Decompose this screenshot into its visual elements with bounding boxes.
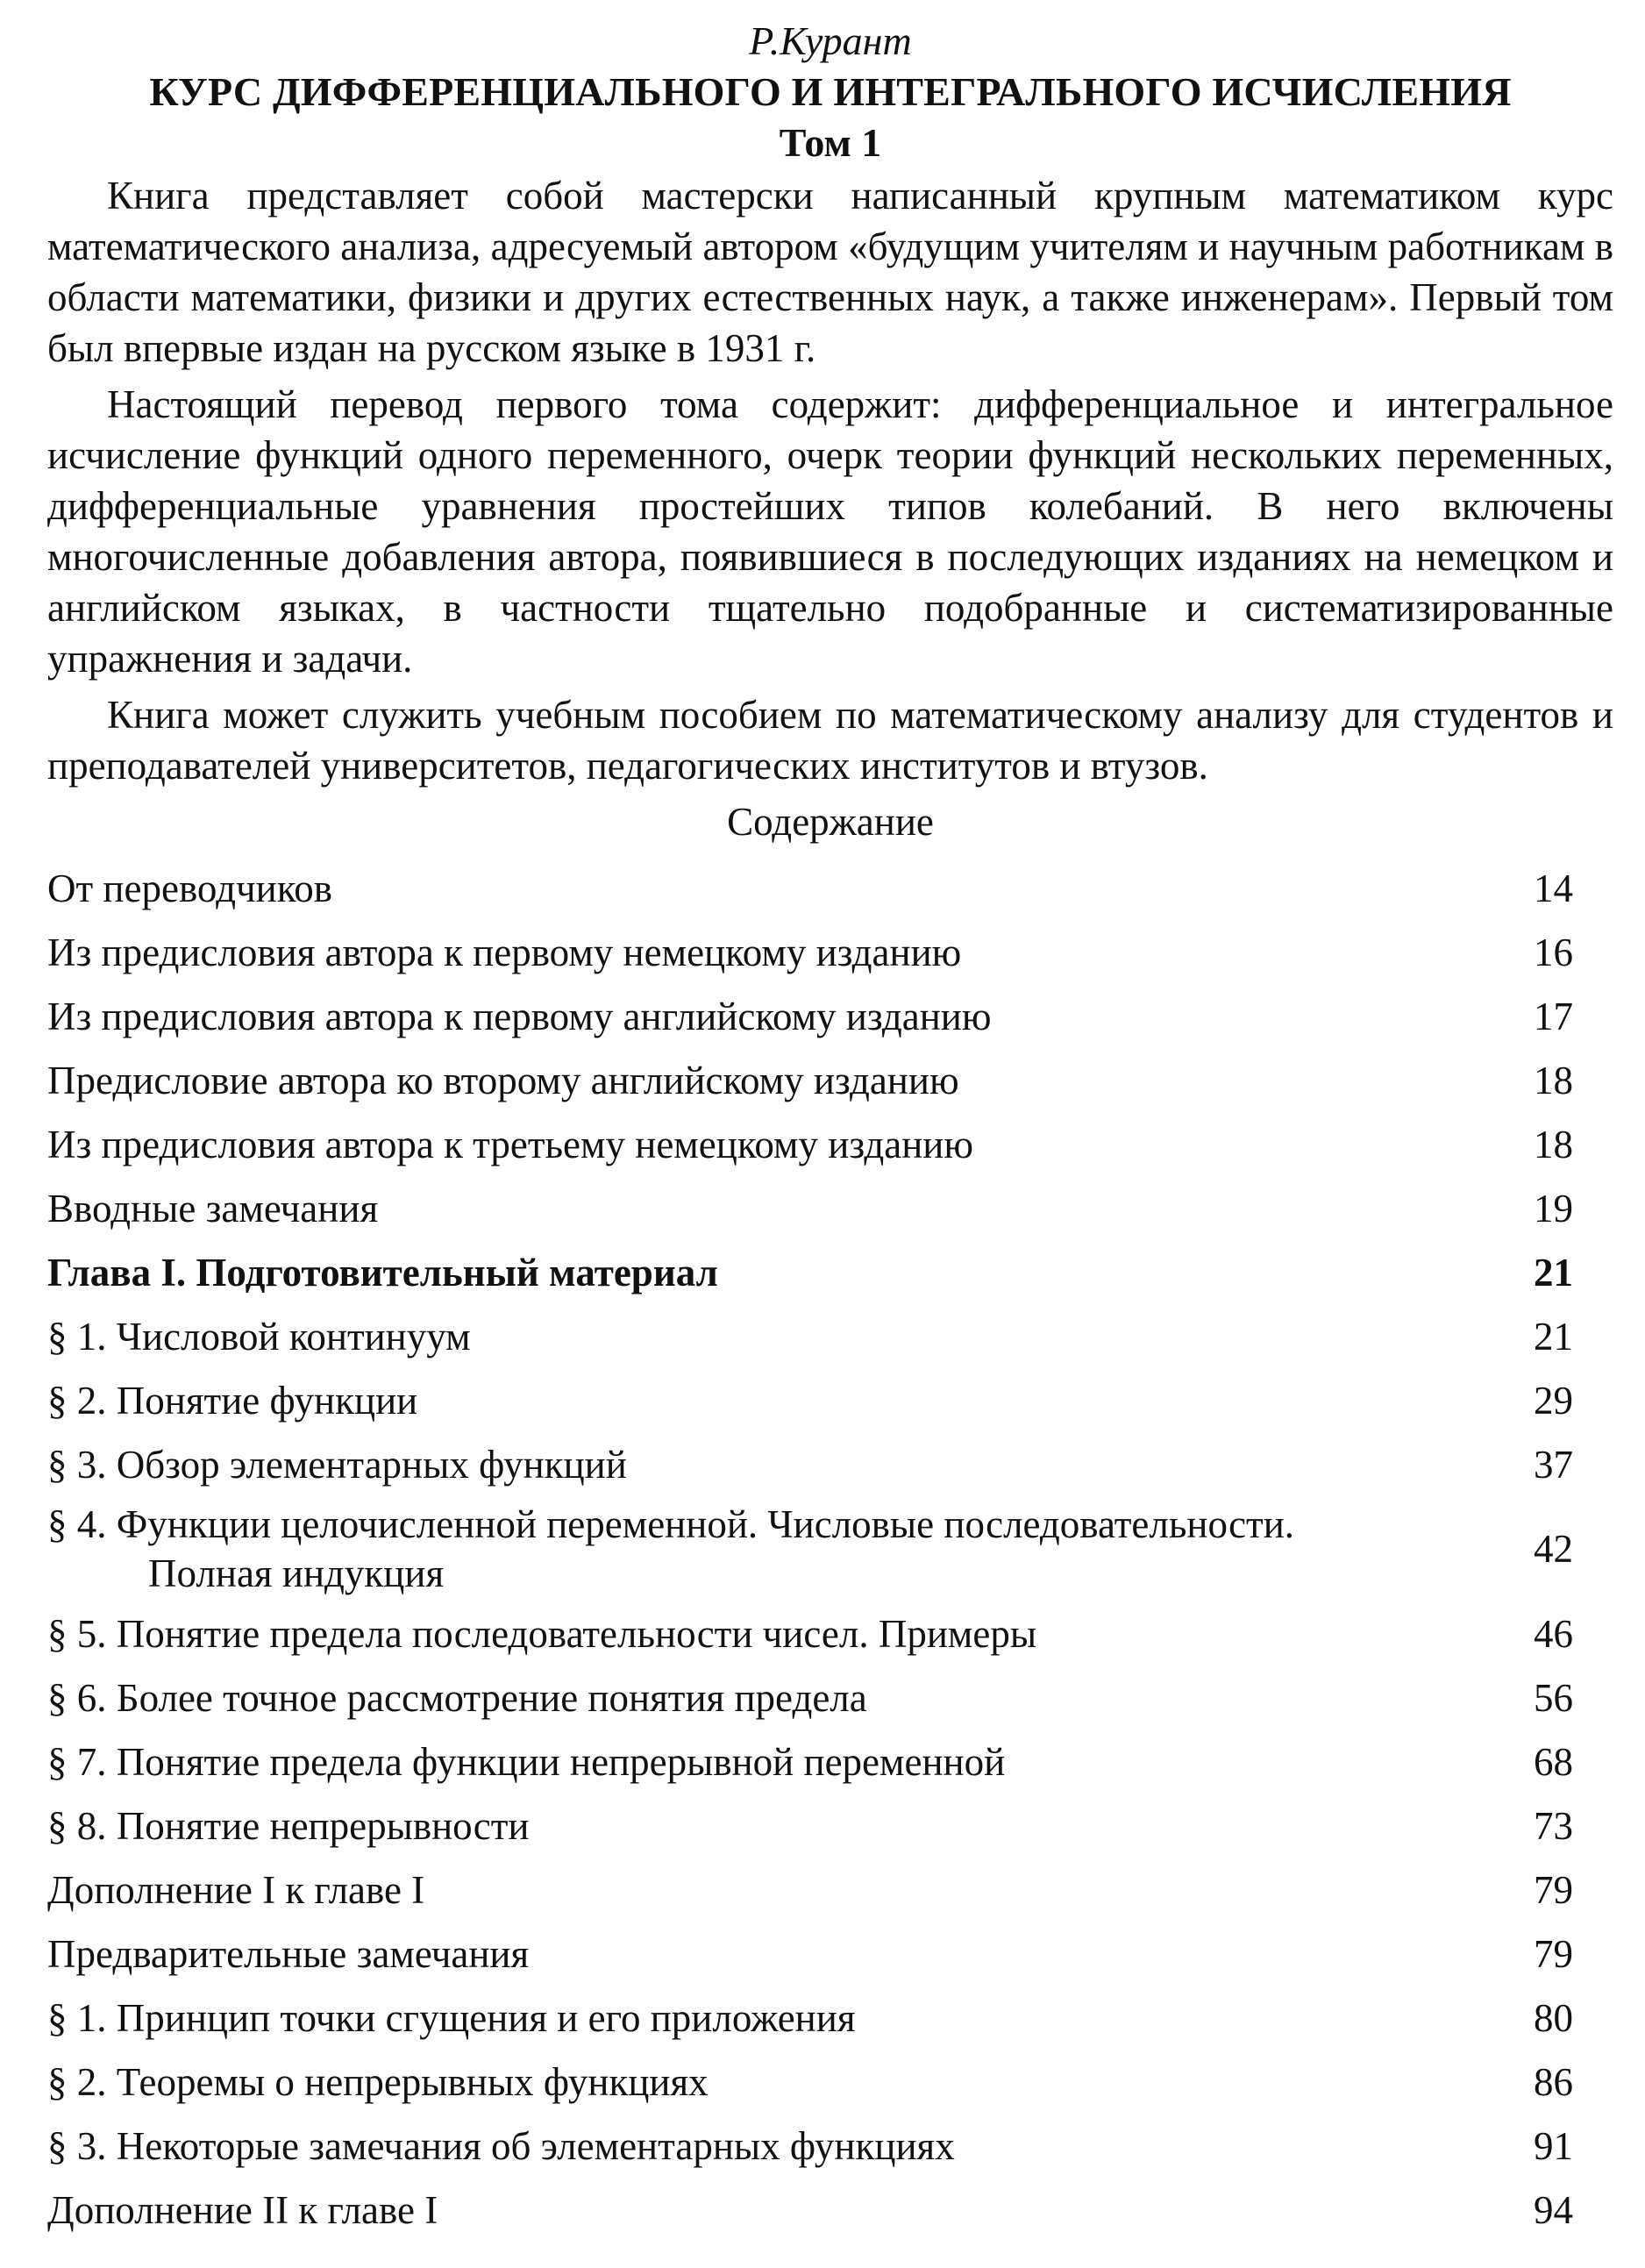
toc-entry-page: 79 <box>1534 1867 1573 1912</box>
toc-entry-title: § 7. Понятие предела функции непрерывной переменной <box>47 1739 1006 1784</box>
toc-entry <box>47 1986 1613 2050</box>
toc-entry-title: Предисловие автора ко второму английскому изданию <box>47 1058 959 1102</box>
toc-entry-page: 18 <box>1534 1122 1573 1166</box>
toc-entry-page: 18 <box>1534 1058 1573 1102</box>
toc-entry-title: § 3. Обзор элементарных функций <box>47 1442 627 1487</box>
toc-entry-page: 16 <box>1534 930 1573 974</box>
author-name: Р.Курант <box>749 18 912 63</box>
toc-entry-title: Дополнение I к главе I <box>47 1867 425 1912</box>
toc-entry <box>47 1665 1613 1730</box>
toc-entry-title: § 1. Принцип точки сгущения и его приложения <box>47 1995 856 2040</box>
toc-entry-title: Из предисловия автора к первому немецкому изданию <box>47 930 962 974</box>
toc-entry-title: § 4. Функции целочисленной переменной. Числовые последовательности. <box>47 1502 1295 1546</box>
book-title: КУРС ДИФФЕРЕНЦИАЛЬНОГО И ИНТЕГРАЛЬНОГО ИСЧИСЛЕНИЯ <box>149 69 1512 114</box>
toc-entry-page: 86 <box>1534 2059 1573 2104</box>
toc-entry <box>47 1304 1613 1368</box>
toc-entry <box>47 1112 1613 1176</box>
toc-entry <box>47 2050 1613 2114</box>
description-paragraph-1: Книга представляет собой мастерски написанный крупным математиком курс математического анализа, адресуемый автором «будущим учителям и научным работникам в области математики, физики и других естественных наук, а также инженерам». Первый том был впервые издан на русском языке в 1931 г. <box>47 174 1613 370</box>
toc-entry-page: 80 <box>1534 1995 1573 2040</box>
toc-entry-title: § 5. Понятие предела последовательности чисел. Примеры <box>47 1611 1037 1656</box>
toc-entry-page: 29 <box>1534 1378 1573 1423</box>
toc-entry-title: От переводчиков <box>47 866 333 910</box>
toc-entry-page: 19 <box>1534 1186 1573 1230</box>
toc-entry <box>47 1730 1613 1794</box>
toc-entry-title: § 8. Понятие непрерывности <box>47 1803 530 1848</box>
toc-entry-page: 17 <box>1534 994 1573 1038</box>
toc-entry-page: 56 <box>1534 1675 1573 1720</box>
toc-entry <box>47 856 1613 920</box>
toc-chapter-entry <box>47 1240 1613 1304</box>
toc-entry-page: 21 <box>1534 1250 1573 1294</box>
toc-entry <box>47 1601 1613 1665</box>
toc-entry-title-wrap <box>47 1500 1468 1598</box>
toc-entry <box>47 1794 1613 1858</box>
toc-entry <box>47 1368 1613 1432</box>
toc-entry-title: Из предисловия автора к первому английскому изданию <box>47 994 992 1038</box>
toc-entry <box>47 1432 1613 1496</box>
toc-entry <box>47 1176 1613 1240</box>
volume-label: Том 1 <box>779 120 882 165</box>
table-of-contents <box>47 856 1613 2242</box>
toc-entry <box>47 1048 1613 1112</box>
toc-entry-title: § 6. Более точное рассмотрение понятия предела <box>47 1675 867 1720</box>
toc-entry-page: 79 <box>1534 1931 1573 1976</box>
toc-entry-title: Предварительные замечания <box>47 1931 530 1976</box>
toc-entry <box>47 2178 1613 2242</box>
toc-entry-title: Вводные замечания <box>47 1186 379 1230</box>
toc-heading: Содержание <box>727 800 934 844</box>
toc-entry-page: 21 <box>1534 1314 1573 1359</box>
toc-entry-page: 68 <box>1534 1739 1573 1784</box>
toc-entry <box>47 984 1613 1048</box>
description-paragraph-3: Книга может служить учебным пособием по математическому анализу для студентов и преподавателей университетов, педагогических институтов и втузов. <box>47 693 1613 788</box>
toc-entry-title: Из предисловия автора к третьему немецкому изданию <box>47 1122 973 1166</box>
toc-entry-title: § 3. Некоторые замечания об элементарных функциях <box>47 2123 955 2168</box>
toc-entry <box>47 1496 1613 1601</box>
description-paragraph-2: Настоящий перевод первого тома содержит: дифференциальное и интегральное исчисление функций одного переменного, очерк теории функций нескольких переменных, дифференциальные уравнения простейших типов колебаний. В него включены многочисленные добавления автора, появившиеся в последующих изданиях на немецком и английском языках, в частности тщательно подобранные и систематизированные упражнения и задачи. <box>47 382 1613 681</box>
toc-entry-page: 91 <box>1534 2123 1573 2168</box>
toc-entry-title: § 2. Теоремы о непрерывных функциях <box>47 2059 709 2104</box>
toc-entry <box>47 1922 1613 1986</box>
toc-entry-page: 37 <box>1534 1442 1573 1487</box>
toc-entry-page: 94 <box>1534 2187 1573 2232</box>
toc-entry-title: § 2. Понятие функции <box>47 1378 418 1423</box>
toc-entry-title: Глава I. Подготовительный материал <box>47 1250 718 1294</box>
toc-entry-title: § 1. Числовой континуум <box>47 1314 471 1359</box>
toc-entry <box>47 920 1613 984</box>
document-page <box>47 16 1613 2242</box>
toc-entry <box>47 2114 1613 2178</box>
toc-entry-title-continuation: Полная индукция <box>148 1551 445 1595</box>
toc-entry <box>47 1858 1613 1922</box>
toc-entry-page: 46 <box>1534 1611 1573 1656</box>
toc-entry-page: 42 <box>1534 1527 1573 1571</box>
toc-entry-page: 14 <box>1534 866 1573 910</box>
toc-entry-title: Дополнение II к главе I <box>47 2187 438 2232</box>
toc-entry-page: 73 <box>1534 1803 1573 1848</box>
